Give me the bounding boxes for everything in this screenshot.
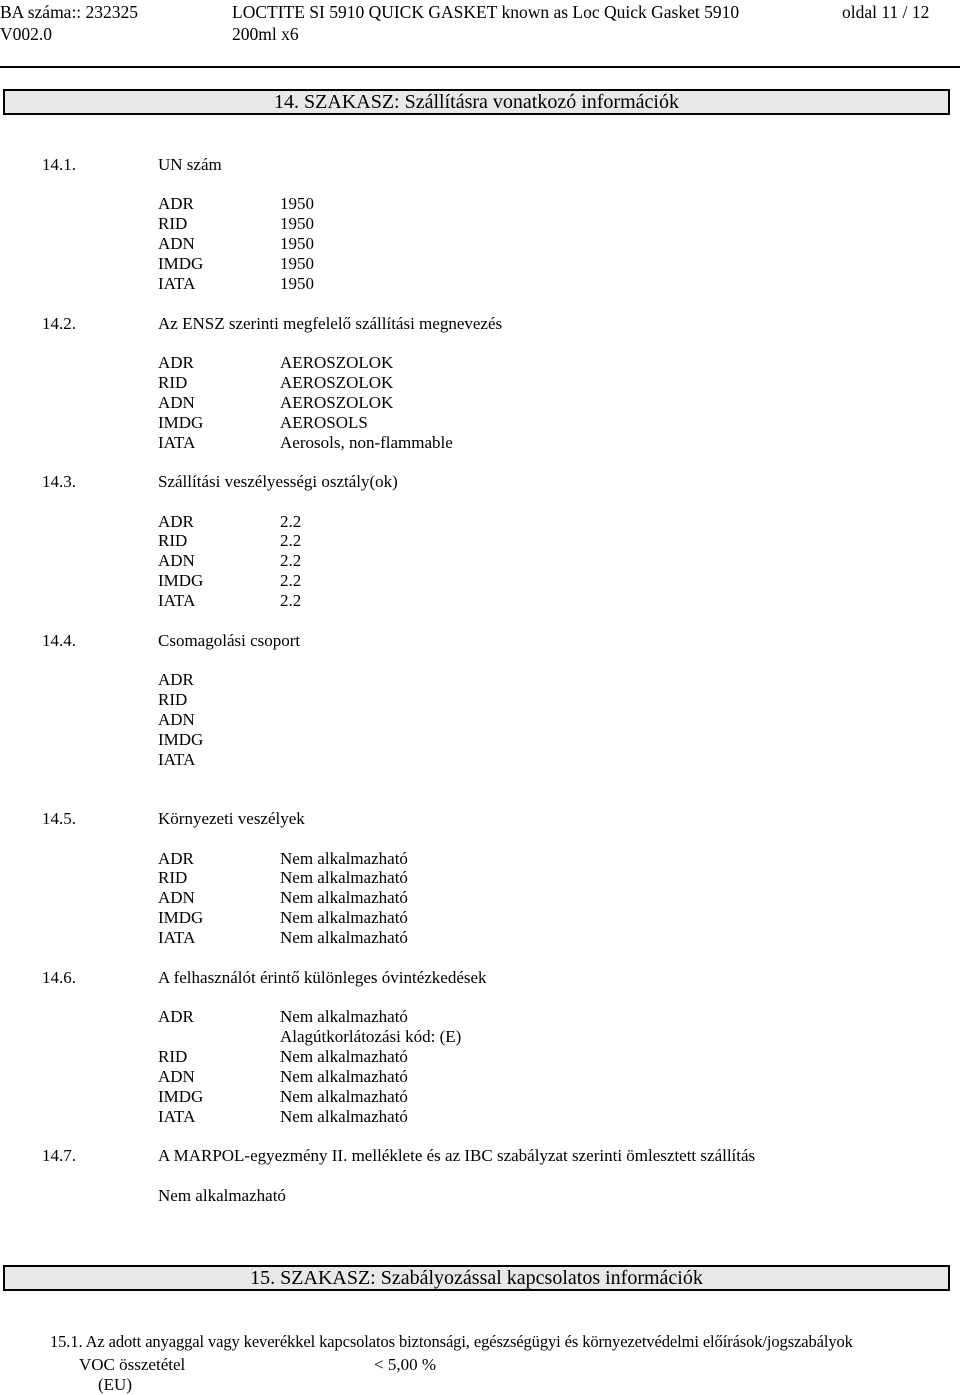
- subsection-title: Csomagolási csoport: [158, 631, 301, 650]
- transport-value: Nem alkalmazható: [280, 888, 408, 907]
- marpol-value: Nem alkalmazható: [158, 1186, 286, 1205]
- subsection-number: 14.4.: [42, 631, 76, 650]
- transport-value: Aerosols, non-flammable: [280, 433, 453, 452]
- transport-mode: RID: [158, 214, 188, 233]
- header-divider: [0, 66, 960, 68]
- transport-value: 2.2: [280, 551, 302, 570]
- transport-value: 1950: [280, 274, 314, 293]
- subsection-number: 14.5.: [42, 809, 76, 828]
- subsection-15-1-title: 15.1. Az adott anyaggal vagy keverékkel kapcsolatos biztonsági, egészségügyi és környezetvédelmi előírások/jogszabályok: [50, 1332, 853, 1351]
- transport-mode: IMDG: [158, 908, 204, 927]
- transport-value: Nem alkalmazható: [280, 908, 408, 927]
- transport-mode: IMDG: [158, 413, 204, 432]
- transport-mode: ADR: [158, 1007, 194, 1026]
- transport-mode: ADR: [158, 194, 194, 213]
- transport-value: Nem alkalmazható: [280, 1107, 408, 1126]
- transport-value: 1950: [280, 234, 314, 253]
- transport-mode: ADN: [158, 393, 195, 412]
- tunnel-restriction-code: Alagútkorlátozási kód: (E): [280, 1027, 462, 1046]
- voc-value: < 5,00 %: [374, 1355, 436, 1374]
- subsection-title: UN szám: [158, 155, 222, 174]
- transport-value: Nem alkalmazható: [280, 928, 408, 947]
- transport-mode: IMDG: [158, 571, 204, 590]
- transport-mode: ADN: [158, 1067, 195, 1086]
- transport-value: 1950: [280, 194, 314, 213]
- transport-mode: ADN: [158, 888, 195, 907]
- transport-value: Nem alkalmazható: [280, 1007, 408, 1026]
- transport-mode: IATA: [158, 750, 196, 769]
- transport-value: AEROSZOLOK: [280, 353, 394, 372]
- product-name: LOCTITE SI 5910 QUICK GASKET known as Loc Quick Gasket 5910: [232, 2, 740, 22]
- transport-value: Nem alkalmazható: [280, 1087, 408, 1106]
- subsection-title: A MARPOL-egyezmény II. melléklete és az IBC szabályzat szerinti ömlesztett szállítás: [158, 1146, 756, 1165]
- transport-value: Nem alkalmazható: [280, 849, 408, 868]
- transport-mode: ADN: [158, 710, 195, 729]
- transport-mode: RID: [158, 373, 188, 392]
- subsection-number: 14.2.: [42, 314, 76, 333]
- transport-value: Nem alkalmazható: [280, 868, 408, 887]
- transport-mode: IMDG: [158, 1087, 204, 1106]
- subsection-number: 14.1.: [42, 155, 76, 174]
- transport-mode: IATA: [158, 1107, 196, 1126]
- transport-value: 1950: [280, 254, 314, 273]
- transport-mode: IMDG: [158, 254, 204, 273]
- transport-value: 2.2: [280, 571, 302, 590]
- transport-mode: RID: [158, 690, 188, 709]
- transport-value: Nem alkalmazható: [280, 1047, 408, 1066]
- transport-mode: RID: [158, 531, 188, 550]
- transport-mode: ADN: [158, 234, 195, 253]
- subsection-title: Szállítási veszélyességi osztály(ok): [158, 472, 398, 491]
- subsection-title: Az ENSZ szerinti megfelelő szállítási megnevezés: [158, 314, 503, 333]
- subsection-title: A felhasználót érintő különleges óvintézkedések: [158, 968, 487, 987]
- product-size: 200ml x6: [232, 24, 299, 44]
- transport-value: 2.2: [280, 512, 302, 531]
- transport-mode: ADR: [158, 849, 194, 868]
- version: V002.0: [0, 24, 53, 44]
- voc-label-region: (EU): [98, 1375, 132, 1394]
- subsection-number: 14.3.: [42, 472, 76, 491]
- transport-mode: IATA: [158, 928, 196, 947]
- transport-value: 2.2: [280, 591, 302, 610]
- transport-mode: ADR: [158, 353, 194, 372]
- subsection-title: Környezeti veszélyek: [158, 809, 305, 828]
- voc-label: VOC összetétel: [79, 1355, 186, 1374]
- transport-mode: ADR: [158, 512, 194, 531]
- transport-mode: IATA: [158, 274, 196, 293]
- page-number: oldal 11 / 12: [842, 2, 930, 22]
- transport-mode: IATA: [158, 433, 196, 452]
- section-15-heading: 15. SZAKASZ: Szabályozással kapcsolatos információk: [3, 1265, 950, 1291]
- transport-mode: ADR: [158, 670, 194, 689]
- transport-value: AEROSZOLOK: [280, 393, 394, 412]
- transport-value: AEROSZOLOK: [280, 373, 394, 392]
- transport-mode: ADN: [158, 551, 195, 570]
- transport-value: 1950: [280, 214, 314, 233]
- transport-mode: IATA: [158, 591, 196, 610]
- transport-mode: RID: [158, 1047, 188, 1066]
- subsection-number: 14.6.: [42, 968, 76, 987]
- transport-value: 2.2: [280, 531, 302, 550]
- transport-value: AEROSOLS: [280, 413, 368, 432]
- doc-number: BA száma:: 232325: [0, 2, 139, 22]
- transport-mode: IMDG: [158, 730, 204, 749]
- transport-mode: RID: [158, 868, 188, 887]
- subsection-number: 14.7.: [42, 1146, 76, 1165]
- section-14-heading: 14. SZAKASZ: Szállításra vonatkozó információk: [3, 89, 950, 115]
- transport-value: Nem alkalmazható: [280, 1067, 408, 1086]
